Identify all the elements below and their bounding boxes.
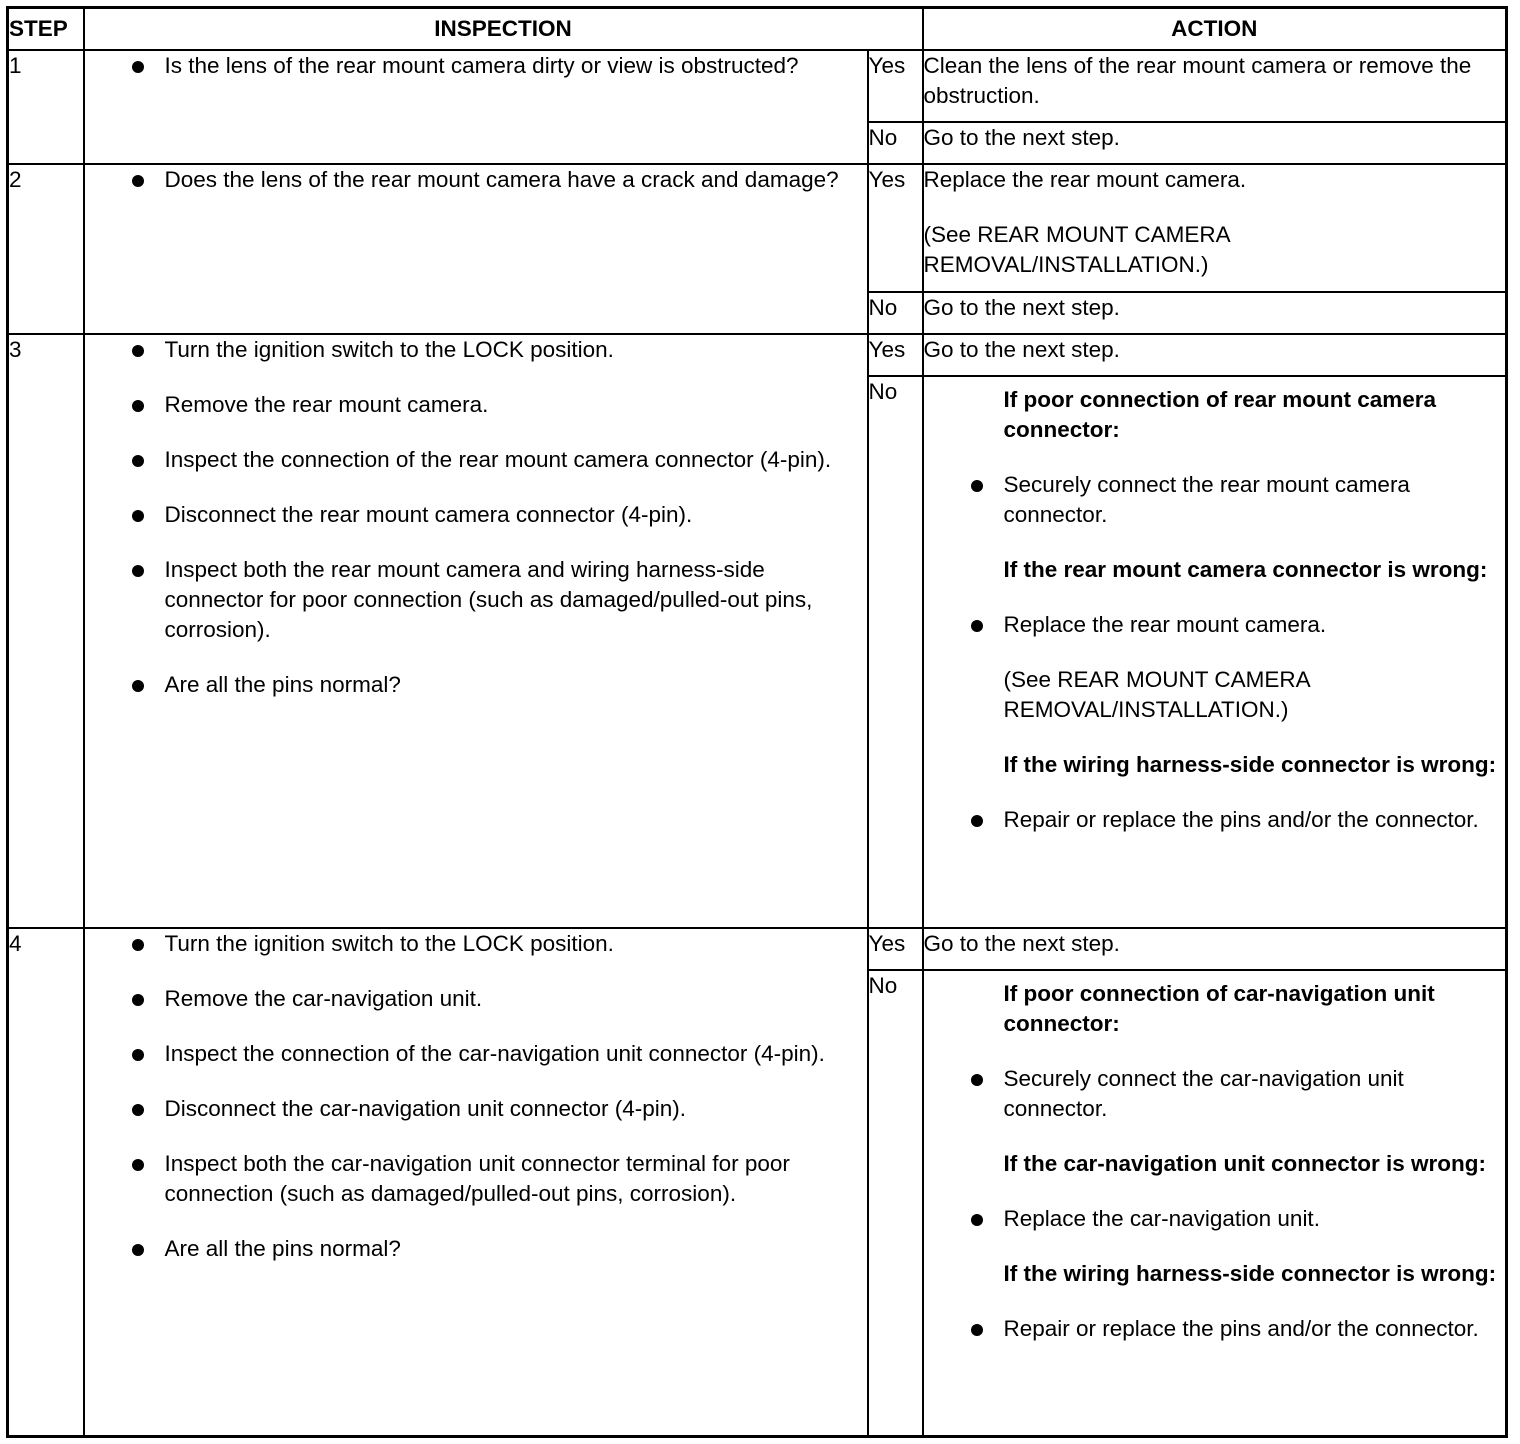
inspection-item: Is the lens of the rear mount camera dirty or view is obstructed?: [85, 51, 867, 81]
step-3-inspection: [84, 334, 868, 928]
step-4-inspection: [84, 928, 868, 1436]
action-column-header: ACTION: [923, 8, 1507, 51]
condition-heading: If the wiring harness-side connector is wrong:: [1003, 752, 1497, 777]
header-row: [8, 8, 1507, 51]
action-item: Replace the car-navigation unit.: [924, 1204, 1500, 1234]
inspection-item: Turn the ignition switch to the LOCK position.: [85, 929, 867, 959]
step-4-yes-row: [8, 928, 1507, 970]
inspection-item: Inspect both the car-navigation unit connector terminal for poor connection (such as damaged/pulled-out pins, corrosion).: [85, 1149, 867, 1209]
step-column-header: STEP: [8, 8, 84, 51]
no-action: [923, 376, 1507, 928]
action-item: Repair or replace the pins and/or the connector.: [924, 1314, 1500, 1344]
no-action: [923, 970, 1507, 1436]
inspection-item: Turn the ignition switch to the LOCK position.: [85, 335, 867, 365]
yes-label: Yes: [868, 928, 923, 970]
action-item: Securely connect the rear mount camera connector.: [924, 470, 1500, 530]
action-text: Go to the next step.: [923, 295, 1120, 320]
inspection-item: Inspect the connection of the rear mount camera connector (4-pin).: [85, 445, 867, 475]
yes-label: Yes: [868, 164, 923, 292]
condition-heading: If the wiring harness-side connector is wrong:: [1003, 1261, 1497, 1286]
no-label: No: [868, 970, 923, 1436]
action-text: Go to the next step.: [923, 337, 1120, 362]
yes-action: [923, 334, 1507, 376]
no-label: No: [868, 376, 923, 928]
yes-label: Yes: [868, 50, 923, 122]
inspection-item: Disconnect the rear mount camera connector (4-pin).: [85, 500, 867, 530]
inspection-item: Remove the car-navigation unit.: [85, 984, 867, 1014]
troubleshooting-table: [6, 6, 1508, 1438]
no-action: [923, 122, 1507, 164]
reference-note: (See REAR MOUNT CAMERA REMOVAL/INSTALLATION.): [923, 222, 1230, 277]
action-text: Clean the lens of the rear mount camera or remove the obstruction.: [923, 53, 1472, 108]
step-1-yes-row: [8, 50, 1507, 122]
yes-label: Yes: [868, 334, 923, 376]
step-number: 3: [8, 334, 84, 928]
step-2-yes-row: [8, 164, 1507, 292]
action-item: Repair or replace the pins and/or the connector.: [924, 805, 1500, 835]
step-3-yes-row: [8, 334, 1507, 376]
yes-action: [923, 164, 1507, 292]
inspection-item: Remove the rear mount camera.: [85, 390, 867, 420]
action-text: Go to the next step.: [923, 125, 1120, 150]
action-item: Securely connect the car-navigation unit connector.: [924, 1064, 1500, 1124]
inspection-item: Are all the pins normal?: [85, 1234, 867, 1264]
condition-heading: If the rear mount camera connector is wrong:: [1003, 557, 1488, 582]
action-item: Replace the rear mount camera.: [924, 610, 1500, 640]
inspection-item: Are all the pins normal?: [85, 670, 867, 700]
inspection-item: Inspect both the rear mount camera and wiring harness-side connector for poor connection (such as damaged/pulled-out pins, corrosion).: [85, 555, 867, 645]
yes-action: [923, 928, 1507, 970]
no-action: [923, 292, 1507, 334]
inspection-item: Disconnect the car-navigation unit connector (4-pin).: [85, 1094, 867, 1124]
inspection-item: Does the lens of the rear mount camera have a crack and damage?: [85, 165, 867, 195]
action-text: Replace the rear mount camera.: [923, 167, 1247, 192]
step-number: 1: [8, 50, 84, 164]
no-label: No: [868, 292, 923, 334]
step-number: 4: [8, 928, 84, 1436]
step-number: 2: [8, 164, 84, 334]
inspection-column-header: INSPECTION: [84, 8, 923, 51]
condition-heading: If poor connection of rear mount camera connector:: [1003, 387, 1437, 442]
condition-heading: If the car-navigation unit connector is wrong:: [1003, 1151, 1487, 1176]
inspection-item: Inspect the connection of the car-navigation unit connector (4-pin).: [85, 1039, 867, 1069]
no-label: No: [868, 122, 923, 164]
condition-heading: If poor connection of car-navigation unit connector:: [1003, 981, 1435, 1036]
step-2-inspection: [84, 164, 868, 334]
reference-note: (See REAR MOUNT CAMERA REMOVAL/INSTALLATION.): [1003, 667, 1310, 722]
step-1-inspection: [84, 50, 868, 164]
yes-action: [923, 50, 1507, 122]
action-text: Go to the next step.: [923, 931, 1120, 956]
